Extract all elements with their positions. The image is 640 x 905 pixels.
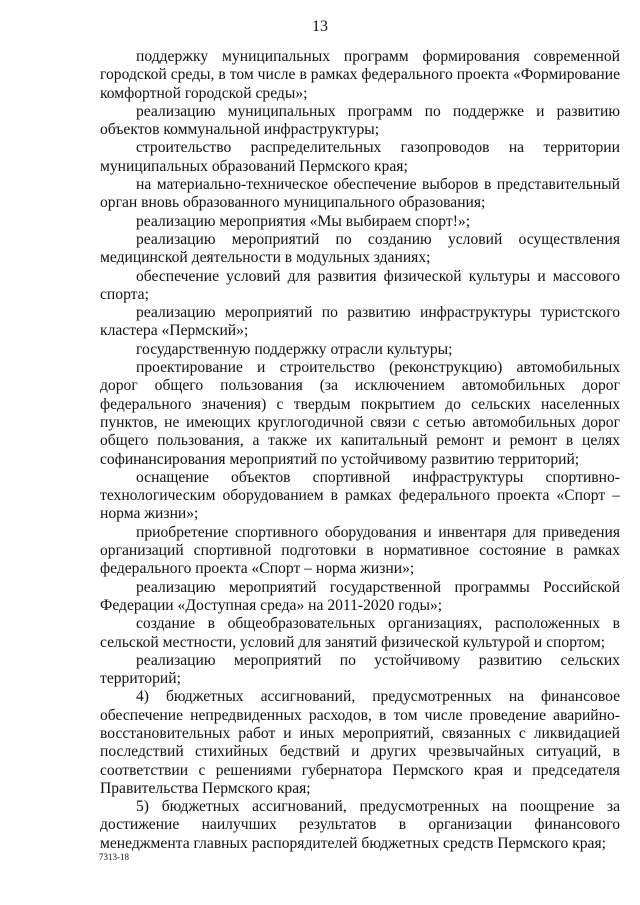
paragraph: государственную поддержку отрасли культуры; <box>136 340 453 358</box>
paragraph: приобретение спортивного оборудования и инвентаря для приведения организаций спортивной подготовки в нормативное состояние в рамках федерального проекта «Спорт – норма жизни»; <box>100 523 620 578</box>
paragraph: поддержку муниципальных программ формирования современной городской среды, в том числе в рамках федерального проекта «Формирование комфортной городской среды»; <box>100 48 620 102</box>
paragraph: реализацию муниципальных программ по поддержке и развитию объектов коммунальной инфраструктуры; <box>100 102 620 139</box>
page-number: 13 <box>312 18 328 35</box>
paragraph: строительство распределительных газопроводов на территории муниципальных образований Пермского края; <box>100 139 620 175</box>
paragraph: реализацию мероприятий по созданию условий осуществления медицинской деятельности в модульных зданиях; <box>100 230 620 267</box>
paragraph: обеспечение условий для развития физической культуры и массового спорта; <box>100 267 620 303</box>
paragraph: создание в общеобразовательных организациях, расположенных в сельской местности, условий для занятий физической культурой и спортом; <box>100 615 620 651</box>
paragraph: оснащение объектов спортивной инфраструктуры спортивно-технологическим оборудованием в рамках федерального проекта «Спорт – норма жизни»; <box>100 468 620 523</box>
paragraph: 5) бюджетных ассигнований, предусмотренных на поощрение за достижение наилучших результатов в организации финансового менеджмента главных распорядителей бюджетных средств Пермского края; <box>100 798 620 852</box>
document-body <box>100 48 620 853</box>
paragraph: реализацию мероприятий по развитию инфраструктуры туристского кластера «Пермский»; <box>100 304 620 340</box>
document-code: 7313-18 <box>99 852 129 862</box>
paragraph: реализацию мероприятий государственной программы Российской Федерации «Доступная среда» на 2011-2020 годы»; <box>100 578 620 614</box>
paragraph: проектирование и строительство (реконструкцию) автомобильных дорог общего пользования (за исключением автомобильных дорог федерального значения) с твердым покрытием до сельских населенных пунктов, не имеющих круглогодичной связи с сетью автомобильных дорог общего пользования, а также их капитальный ремонт и ремонт в целях софинансирования мероприятий по устойчивому развитию территорий; <box>100 359 620 468</box>
paragraph: реализацию мероприятия «Мы выбираем спорт!»; <box>136 212 471 230</box>
paragraph: реализацию мероприятий по устойчивому развитию сельских территорий; <box>100 651 620 688</box>
paragraph: на материально-техническое обеспечение выборов в представительный орган вновь образованного муниципального образования; <box>100 176 620 212</box>
paragraph: 4) бюджетных ассигнований, предусмотренных на финансовое обеспечение непредвиденных расходов, в том числе проведение аварийно-восстановительных работ и иных мероприятий, связанных с ликвидацией последствий стихийных бедствий и других чрезвычайных ситуаций, в соответствии с решениями губернатора Пермского края и председателя Правительства Пермского края; <box>100 688 620 797</box>
